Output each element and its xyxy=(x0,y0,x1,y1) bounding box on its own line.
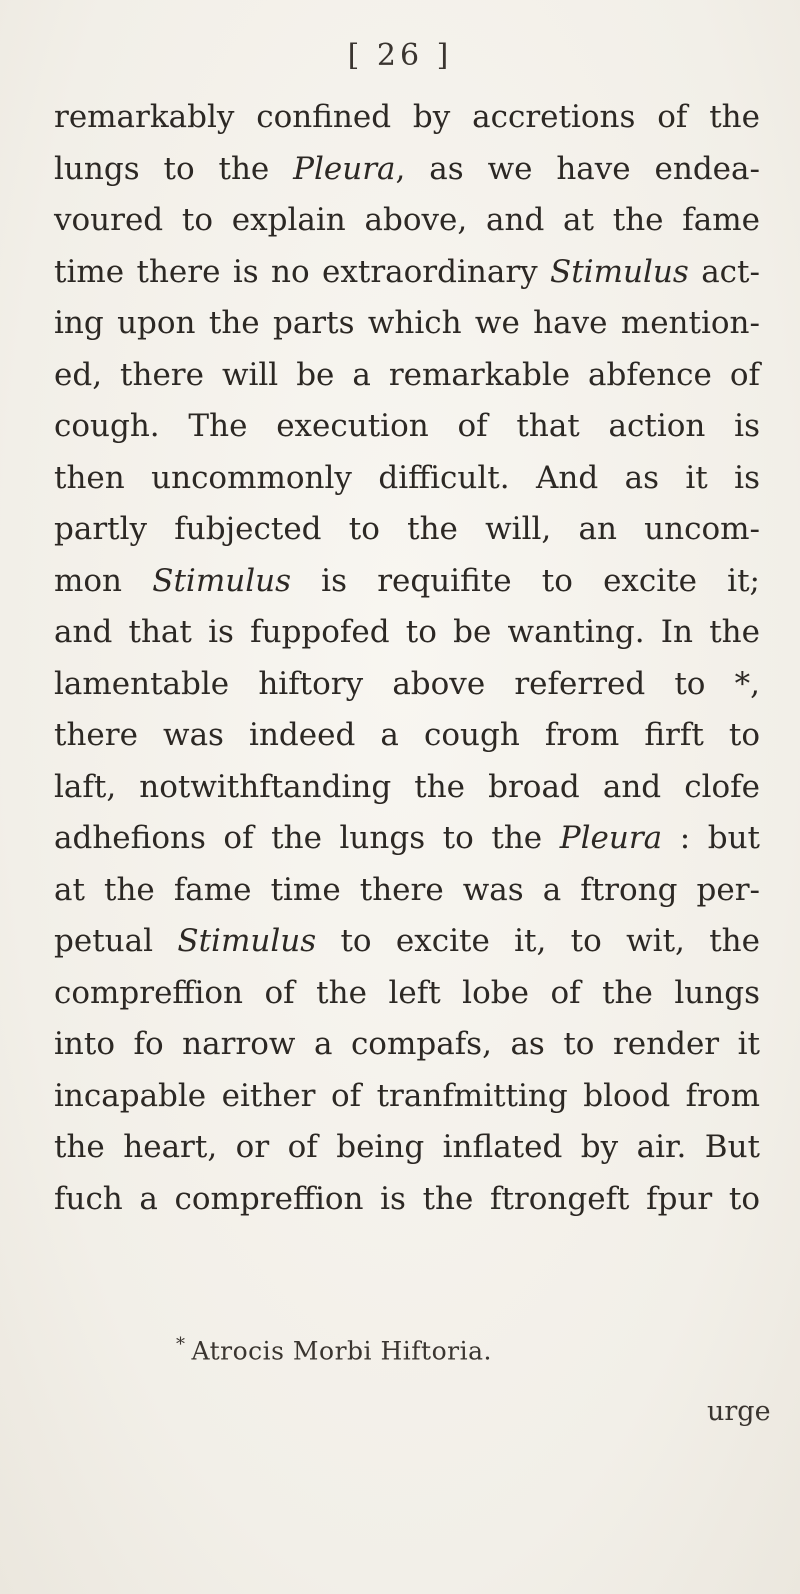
footnote xyxy=(176,1334,492,1365)
text-run: lamentable hiftory above referred to *, xyxy=(54,665,760,702)
text-run: mon xyxy=(54,562,153,599)
text-run: act- xyxy=(688,253,760,290)
text-run: remarkably confined by accretions of the xyxy=(54,99,760,135)
page-number: [ 26 ] xyxy=(347,38,453,73)
footnote-text: Atrocis Morbi Hiftoria. xyxy=(191,1336,492,1366)
text-run: at the fame time there was a ftrong per- xyxy=(54,871,760,908)
text-run: there was indeed a cough from firft to xyxy=(54,717,760,753)
text-run: the heart, or of being inflated by air. But xyxy=(54,1129,760,1165)
text-line xyxy=(54,401,760,453)
text-run: incapable either of tranfmitting blood from xyxy=(54,1077,760,1114)
italic-run: Stimulus xyxy=(152,562,291,599)
text-line xyxy=(54,247,760,299)
text-run: lungs to the xyxy=(54,150,294,187)
text-run: ing upon the parts which we have mention- xyxy=(54,305,760,341)
text-run: compreffion of the left lobe of the lungs xyxy=(54,974,760,1011)
text-line xyxy=(54,92,760,144)
text-line xyxy=(54,762,760,814)
italic-run: Stimulus xyxy=(177,923,317,959)
text-run: is requifite to excite it; xyxy=(290,562,760,599)
text-run: voured to explain above, and at the fame xyxy=(54,202,760,238)
text-run: , as we have endea- xyxy=(395,150,760,187)
text-line xyxy=(54,195,760,247)
text-run: petual xyxy=(54,923,178,959)
text-run: cough. The execution of that action is xyxy=(54,408,760,444)
text-line xyxy=(54,916,760,968)
text-line xyxy=(54,813,760,865)
text-run: partly fubjected to the will, an uncom- xyxy=(54,511,760,547)
body-text xyxy=(54,92,760,1225)
italic-run: Pleura xyxy=(559,820,663,856)
text-line xyxy=(54,710,760,762)
text-line xyxy=(54,1019,760,1071)
text-line xyxy=(54,556,760,608)
text-run: and that is fuppofed to be wanting. In the xyxy=(54,614,760,650)
text-run: time there is no extraordinary xyxy=(54,253,551,290)
text-line xyxy=(54,659,760,711)
text-run: adhefions of the lungs to the xyxy=(54,820,560,856)
text-run: laft, notwithftanding the broad and clofe xyxy=(54,768,760,805)
text-line xyxy=(54,1174,760,1226)
text-line xyxy=(54,607,760,659)
text-line xyxy=(54,504,760,556)
text-run: fuch a compreffion is the ftrongeft fpur to xyxy=(54,1180,760,1217)
text-line xyxy=(54,1071,760,1123)
italic-run: Stimulus xyxy=(550,253,689,290)
text-line xyxy=(54,865,760,917)
text-line xyxy=(54,1122,760,1174)
text-run: to excite it, to wit, the xyxy=(316,923,760,959)
text-run: into fo narrow a compafs, as to render it xyxy=(54,1026,760,1062)
text-line xyxy=(54,144,760,196)
text-line xyxy=(54,453,760,505)
catchword: urge xyxy=(707,1396,771,1427)
footnote-mark: * xyxy=(176,1334,186,1355)
text-run: then uncommonly difficult. And as it is xyxy=(54,459,760,496)
text-line xyxy=(54,350,760,402)
text-line xyxy=(54,298,760,350)
text-run: ed, there will be a remarkable abfence of xyxy=(54,356,760,393)
italic-run: Pleura xyxy=(293,150,396,187)
text-run: : but xyxy=(662,820,760,856)
text-line xyxy=(54,968,760,1020)
